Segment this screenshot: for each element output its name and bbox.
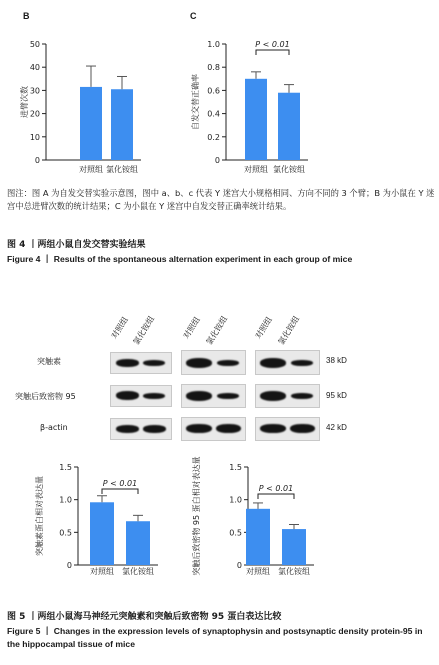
panel-letter-c: C bbox=[190, 11, 197, 21]
y-tick-label: 50 bbox=[29, 40, 40, 49]
y-tick-label: 0 bbox=[34, 156, 40, 165]
band bbox=[260, 424, 286, 433]
fig5-charts bbox=[0, 445, 439, 605]
bar bbox=[278, 93, 300, 160]
band bbox=[143, 393, 165, 399]
y-tick-label: 20 bbox=[29, 109, 40, 119]
blot-synaptophysin-1 bbox=[110, 352, 172, 374]
y-tick-label: 0.2 bbox=[207, 132, 220, 142]
fig4-charts bbox=[0, 0, 439, 200]
band bbox=[116, 391, 139, 400]
y-tick-label: 0.8 bbox=[207, 63, 220, 73]
bar bbox=[282, 529, 306, 565]
blot-psd95-3 bbox=[255, 384, 320, 408]
figure5-caption-zh: 图 5 丨两组小鼠海马神经元突触素和突触后致密物 95 蛋白表达比较 bbox=[7, 612, 282, 622]
significance-label: P < 0.01 bbox=[255, 40, 290, 49]
bar bbox=[126, 521, 150, 565]
significance-label: P < 0.01 bbox=[258, 484, 294, 493]
y-tick-label: 0 bbox=[66, 561, 72, 570]
blot-psd95-2 bbox=[181, 384, 246, 408]
figure4-caption-en: Figure 4 丨 Results of the spontaneous alternation experiment in each group of mice bbox=[7, 254, 353, 264]
significance-bracket bbox=[102, 489, 138, 494]
category-label: 氯化铵组 bbox=[106, 165, 138, 174]
category-label: 氯化铵组 bbox=[122, 567, 154, 576]
band bbox=[143, 360, 165, 366]
band bbox=[217, 360, 239, 366]
y-tick-label: 10 bbox=[29, 132, 40, 142]
bar bbox=[246, 509, 270, 565]
band bbox=[216, 424, 241, 433]
lane-label-nh4cl-1: 氯化铵组 bbox=[131, 314, 157, 347]
y-tick-label: 0.6 bbox=[207, 86, 220, 96]
y-tick-label: 1.0 bbox=[229, 495, 242, 505]
y-axis-label: 突触素蛋白相对表达量 bbox=[35, 476, 44, 556]
y-tick-label: 1.0 bbox=[207, 40, 220, 49]
blot-actin-1 bbox=[110, 418, 172, 440]
significance-bracket bbox=[258, 494, 294, 499]
band bbox=[291, 393, 313, 399]
band bbox=[290, 424, 315, 433]
y-tick-label: 30 bbox=[29, 86, 40, 96]
lane-label-control-3: 对照组 bbox=[253, 315, 274, 341]
band bbox=[143, 425, 166, 433]
bar bbox=[80, 87, 102, 160]
chart-fig4c bbox=[190, 40, 308, 174]
chart-psd95 bbox=[191, 456, 314, 576]
figure4-caption-zh: 图 4 丨两组小鼠自发交替实验结果 bbox=[7, 240, 146, 250]
chart-fig4b bbox=[19, 40, 141, 174]
category-label: 氯化铵组 bbox=[273, 165, 305, 174]
band bbox=[186, 391, 212, 401]
blot-actin-2 bbox=[181, 417, 246, 441]
blot-synaptophysin-2 bbox=[181, 350, 246, 375]
blot-row-label-synaptophysin: 突触素 bbox=[37, 357, 61, 366]
blot-synaptophysin-3 bbox=[255, 350, 320, 375]
category-label: 对照组 bbox=[79, 165, 103, 174]
y-tick-label: 1.0 bbox=[59, 495, 72, 505]
kd-label-42: 42 kD bbox=[326, 423, 347, 432]
blot-psd95-1 bbox=[110, 385, 172, 407]
band bbox=[116, 359, 139, 367]
bar bbox=[111, 89, 133, 160]
y-axis-label: 自发交替正确率 bbox=[191, 74, 200, 130]
band bbox=[186, 424, 212, 433]
blot-row-label-actin: β-actin bbox=[40, 423, 68, 432]
band bbox=[116, 425, 139, 433]
band bbox=[291, 360, 313, 366]
kd-label-95: 95 kD bbox=[326, 391, 347, 400]
category-label: 氯化铵组 bbox=[278, 567, 310, 576]
category-label: 对照组 bbox=[90, 567, 114, 576]
y-tick-label: 0.5 bbox=[59, 528, 72, 538]
figure5-caption-en: Figure 5 丨 Changes in the expression levels of synaptophysin and postsynaptic density protein-95 in the hippocampal tissue of mice bbox=[7, 626, 423, 649]
lane-label-control-2: 对照组 bbox=[181, 315, 202, 341]
y-tick-label: 40 bbox=[29, 63, 40, 73]
lane-label-nh4cl-2: 氯化铵组 bbox=[204, 314, 230, 347]
bar bbox=[245, 79, 267, 160]
lane-label-control-1: 对照组 bbox=[109, 315, 130, 341]
category-label: 对照组 bbox=[246, 567, 270, 576]
band bbox=[217, 393, 239, 399]
significance-label: P < 0.01 bbox=[102, 479, 138, 488]
y-tick-label: 1.5 bbox=[229, 463, 242, 472]
kd-label-38: 38 kD bbox=[326, 356, 347, 365]
chart-synaptophysin bbox=[34, 463, 158, 576]
significance-bracket bbox=[256, 50, 289, 55]
band bbox=[260, 358, 286, 368]
y-tick-label: 1.5 bbox=[59, 463, 72, 472]
y-tick-label: 0.4 bbox=[207, 109, 220, 119]
category-label: 对照组 bbox=[244, 165, 268, 174]
figure4-note: 图注：图 A 为自发交替实验示意图，图中 a、b、c 代表 Y 迷宫大小规格相同、方向不同的 3 个臂；B 为小鼠在 Y 迷宫中总进臂次数的统计结果；C 为小鼠在 Y 迷宫中自发交替正确率统计结果。 bbox=[7, 188, 435, 211]
band bbox=[260, 391, 286, 401]
bar bbox=[90, 502, 114, 565]
lane-label-nh4cl-3: 氯化铵组 bbox=[276, 314, 302, 347]
panel-letter-b: B bbox=[23, 11, 30, 21]
blot-actin-3 bbox=[255, 417, 320, 441]
y-axis-label: 突触后致密物 95 蛋白相对表达量 bbox=[192, 456, 201, 576]
blot-row-label-psd95: 突触后致密物 95 bbox=[15, 392, 76, 401]
band bbox=[186, 358, 212, 368]
y-tick-label: 0 bbox=[236, 561, 242, 570]
y-axis-label: 进臂次数 bbox=[20, 86, 29, 118]
y-tick-label: 0 bbox=[214, 156, 220, 165]
y-tick-label: 0.5 bbox=[229, 528, 242, 538]
